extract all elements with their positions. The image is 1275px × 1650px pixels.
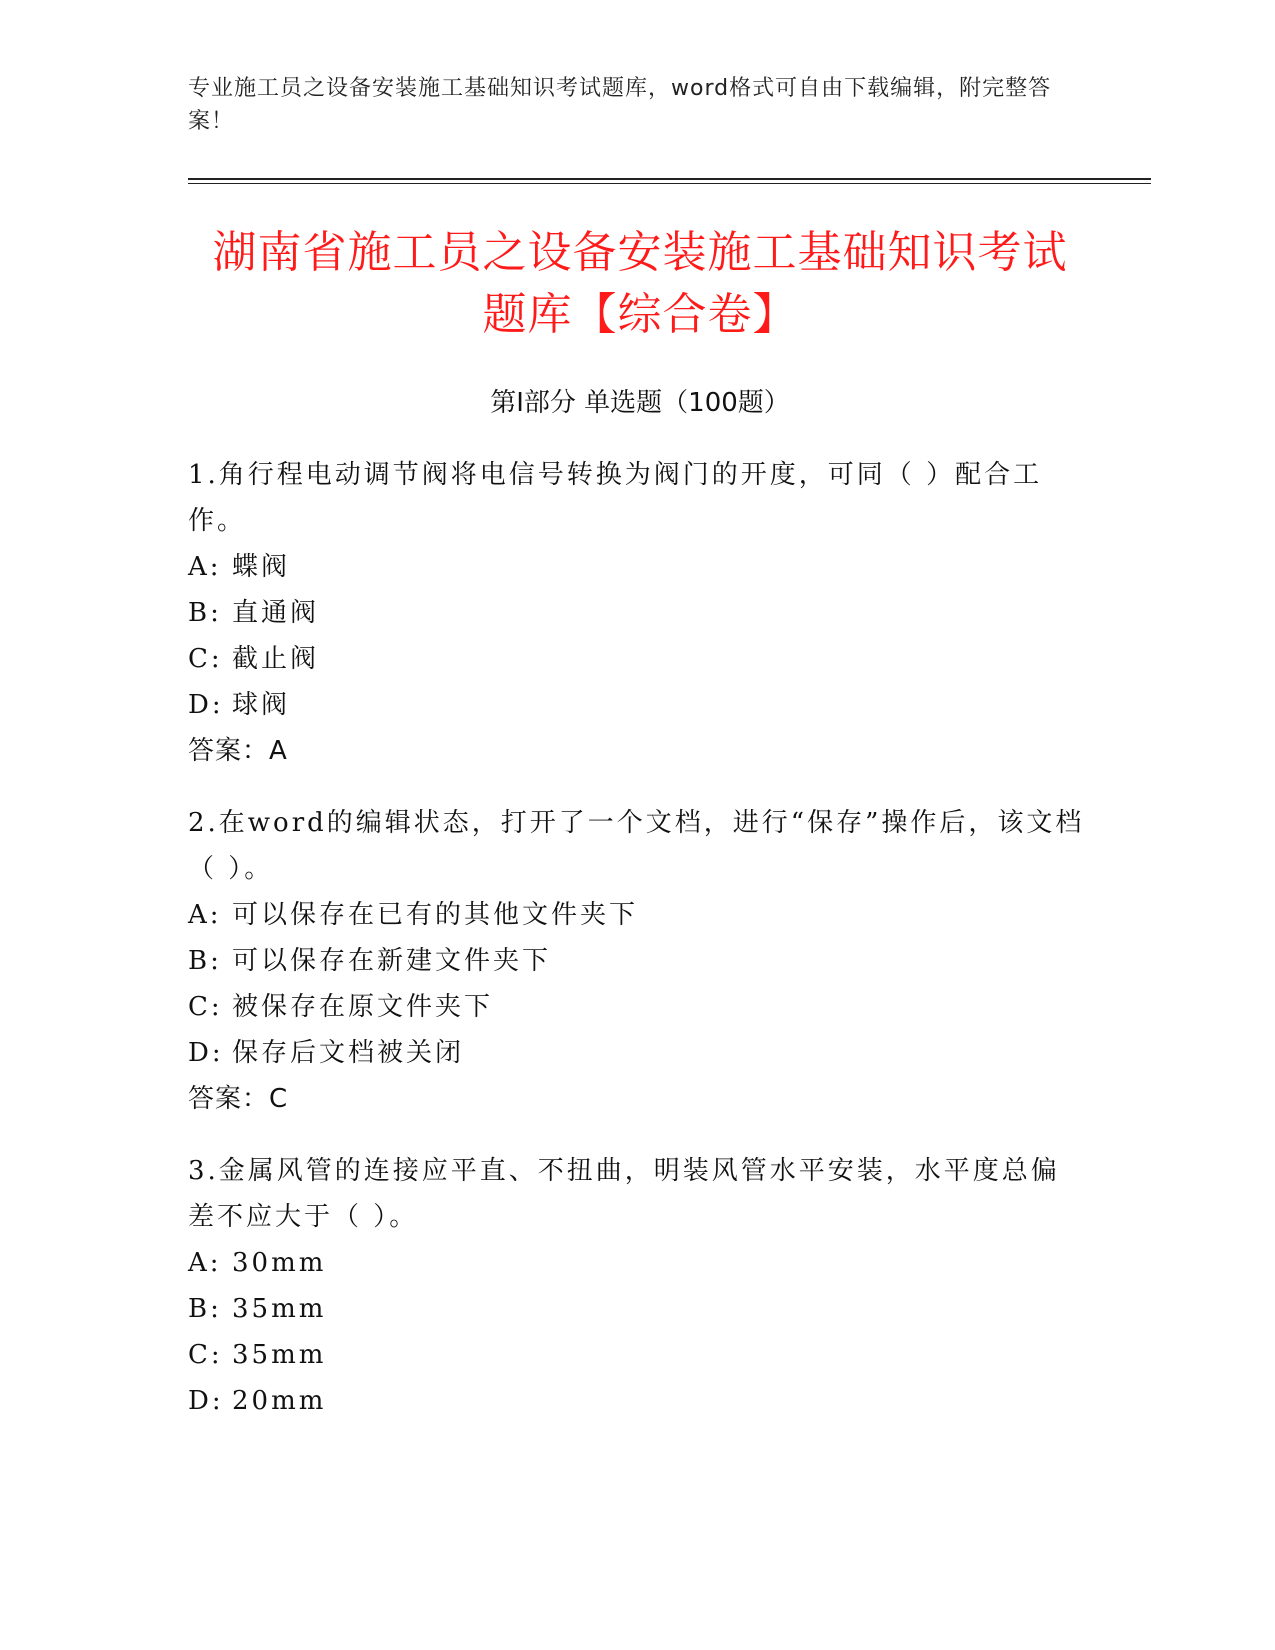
header-divider-thin <box>188 183 1151 184</box>
option-text: 35mm <box>232 1294 327 1324</box>
option-a <box>188 1240 1088 1286</box>
option-label: B: <box>188 946 222 976</box>
option-text: 保存后文档被关闭 <box>232 1038 465 1068</box>
header-divider-thick <box>188 178 1151 180</box>
option-label: C: <box>188 992 223 1022</box>
question-stem: 1.角行程电动调节阀将电信号转换为阀门的开度，可同（ ）配合工作。 <box>188 460 1043 536</box>
option-b <box>188 938 1088 984</box>
document-title <box>160 222 1120 346</box>
option-text: 可以保存在新建文件夹下 <box>232 946 552 976</box>
option-text: 被保存在原文件夹下 <box>232 992 494 1022</box>
option-c <box>188 1332 1088 1378</box>
document-title-line2: 题库【综合卷】 <box>482 289 798 340</box>
option-b <box>188 1286 1088 1332</box>
option-c <box>188 636 1088 682</box>
option-label: A: <box>188 1248 222 1278</box>
header-note: 专业施工员之设备安装施工基础知识考试题库，word格式可自由下载编辑，附完整答案！ <box>188 76 1052 134</box>
option-label: D: <box>188 1386 224 1416</box>
question-answer: 答案：A <box>188 736 288 766</box>
option-text: 30mm <box>232 1248 327 1278</box>
option-text: 直通阀 <box>232 598 320 628</box>
option-label: A: <box>188 552 222 582</box>
question-1 <box>188 452 1088 774</box>
option-label: A: <box>188 900 222 930</box>
question-answer: 答案：C <box>188 1084 289 1114</box>
option-label: B: <box>188 1294 222 1324</box>
option-d <box>188 682 1088 728</box>
question-3 <box>188 1148 1088 1424</box>
option-a <box>188 544 1088 590</box>
question-stem: 2.在word的编辑状态，打开了一个文档，进行“保存”操作后，该文档（ ）。 <box>188 808 1085 884</box>
option-b <box>188 590 1088 636</box>
option-c <box>188 984 1088 1030</box>
option-label: D: <box>188 690 224 720</box>
option-text: 蝶阀 <box>232 552 291 582</box>
option-text: 20mm <box>232 1386 327 1416</box>
option-text: 截止阀 <box>232 644 320 674</box>
option-label: C: <box>188 644 223 674</box>
option-label: C: <box>188 1340 223 1370</box>
option-label: D: <box>188 1038 224 1068</box>
section-heading: 第Ⅰ部分 单选题（100题） <box>490 388 790 418</box>
document-title-line1: 湖南省施工员之设备安装施工基础知识考试 <box>212 227 1068 278</box>
question-2 <box>188 800 1088 1122</box>
option-a <box>188 892 1088 938</box>
option-text: 可以保存在已有的其他文件夹下 <box>232 900 639 930</box>
option-d <box>188 1030 1088 1076</box>
option-text: 35mm <box>232 1340 327 1370</box>
question-stem: 3.金属风管的连接应平直、不扭曲，明装风管水平安装，水平度总偏差不应大于（ ）。 <box>188 1156 1060 1232</box>
option-text: 球阀 <box>232 690 291 720</box>
option-d <box>188 1378 1088 1424</box>
option-label: B: <box>188 598 222 628</box>
